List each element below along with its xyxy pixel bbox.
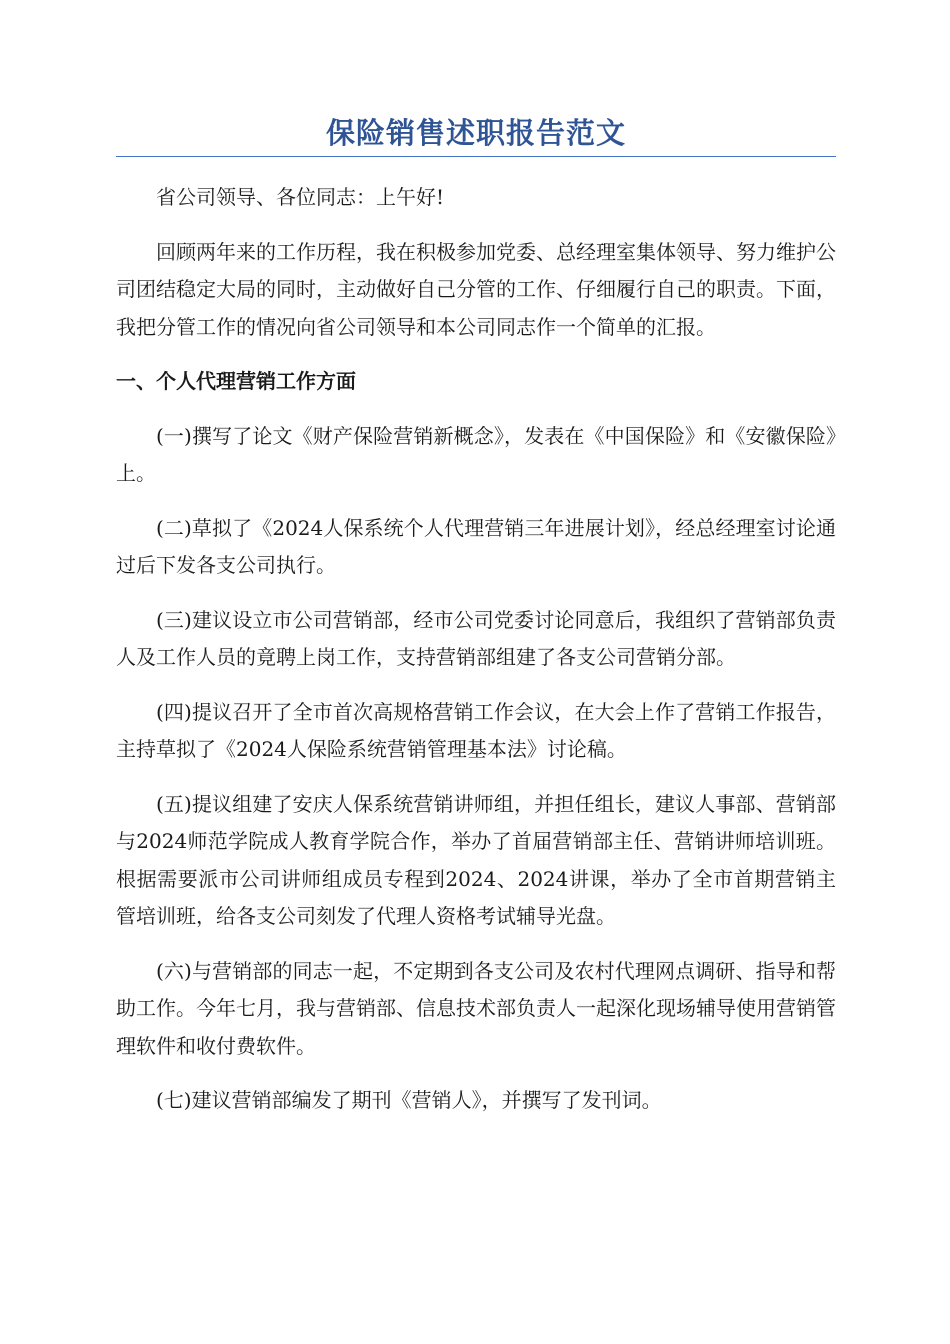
list-item: (五)提议组建了安庆人保系统营销讲师组，并担任组长，建议人事部、营销部与2024师范学院成人教育学院合作，举办了首届营销部主任、营销讲师培训班。根据需要派市公司讲师组成员专程到2024、2024讲课，举办了全市首期营销主管培训班，给各支公司刻发了代理人资格考试辅导光盘。	[116, 791, 836, 928]
list-item: (四)提议召开了全市首次高规格营销工作会议，在大会上作了营销工作报告，主持草拟了《2024人保险系统营销管理基本法》讨论稿。	[116, 699, 836, 761]
list-item: (六)与营销部的同志一起，不定期到各支公司及农村代理网点调研、指导和帮助工作。今年七月，我与营销部、信息技术部负责人一起深化现场辅导使用营销管理软件和收付费软件。	[116, 958, 836, 1058]
section-heading: 一、个人代理营销工作方面	[116, 369, 356, 393]
list-item: (七)建议营销部编发了期刊《营销人》，并撰写了发刊词。	[156, 1088, 662, 1112]
document-page	[116, 112, 836, 1120]
list-item: (一)撰写了论文《财产保险营销新概念》，发表在《中国保险》和《安徽保险》上。	[116, 423, 836, 485]
document-title: 保险销售述职报告范文	[116, 112, 836, 157]
list-item: (三)建议设立市公司营销部，经市公司党委讨论同意后，我组织了营销部负责人及工作人员的竟聘上岗工作，支持营销部组建了各支公司营销分部。	[116, 607, 836, 669]
intro-paragraph: 回顾两年来的工作历程，我在积极参加党委、总经理室集体领导、努力维护公司团结稳定大局的同时，主动做好自己分管的工作、仔细履行自己的职责。下面，我把分管工作的情况向省公司领导和本公司同志作一个简单的汇报。	[116, 239, 836, 339]
greeting-paragraph: 省公司领导、各位同志：上午好!	[156, 185, 445, 209]
list-item: (二)草拟了《2024人保系统个人代理营销三年进展计划》，经总经理室讨论通过后下发各支公司执行。	[116, 515, 836, 577]
